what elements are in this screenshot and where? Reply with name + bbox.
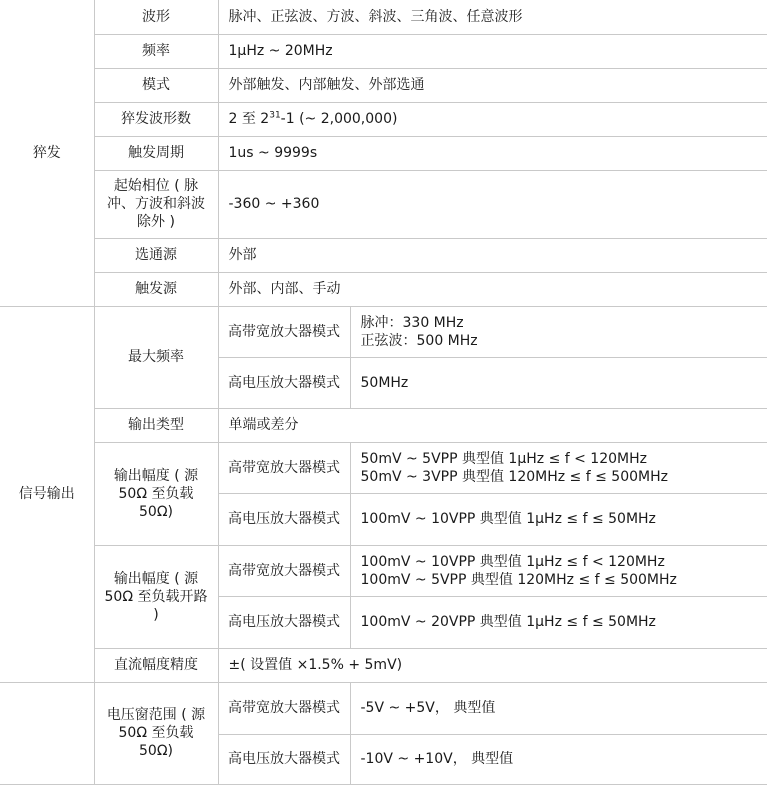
value-gate-source: 外部 (218, 238, 767, 272)
category-empty (0, 682, 94, 784)
mode-high-voltage: 高电压放大器模式 (218, 734, 350, 784)
table-row (0, 0, 767, 34)
value-start-phase: -360 ~ +360 (218, 170, 767, 238)
mode-high-voltage: 高电压放大器模式 (218, 596, 350, 648)
label-voltage-window: 电压窗范围 ( 源 50Ω 至负载 50Ω) (94, 682, 218, 784)
burst-count-rest: -1 (~ 2,000,000) (280, 111, 398, 127)
label-output-type: 输出类型 (94, 408, 218, 442)
label-amplitude-open: 输出幅度 ( 源 50Ω 至负载开路 ) (94, 545, 218, 648)
value-output-type: 单端或差分 (218, 408, 767, 442)
mode-high-bandwidth: 高带宽放大器模式 (218, 306, 350, 357)
label-trigger-source: 触发源 (94, 272, 218, 306)
value-line: 正弦波：500 MHz (360, 332, 478, 349)
value-dc-accuracy: ±( 设置值 ×1.5% + 5mV) (218, 648, 767, 682)
table-row (0, 102, 767, 136)
table-row (0, 682, 767, 734)
label-start-phase: 起始相位 ( 脉冲、方波和斜波除外 ) (94, 170, 218, 238)
mode-high-bandwidth: 高带宽放大器模式 (218, 545, 350, 596)
value-trigger-source: 外部、内部、手动 (218, 272, 767, 306)
table-row (0, 545, 767, 596)
table-row (0, 408, 767, 442)
label-waveform: 波形 (94, 0, 218, 34)
value-amplitude-50ohm-wide (350, 442, 767, 493)
value-max-frequency-wide (350, 306, 767, 357)
table-row (0, 272, 767, 306)
value-trigger-period: 1us ~ 9999s (218, 136, 767, 170)
value-frequency: 1μHz ~ 20MHz (218, 34, 767, 68)
category-burst: 猝发 (0, 0, 94, 306)
mode-high-voltage: 高电压放大器模式 (218, 357, 350, 408)
value-line: 50mV ~ 5VPP 典型值 1μHz ≤ f < 120MHz (360, 450, 647, 467)
value-line: 50mV ~ 3VPP 典型值 120MHz ≤ f ≤ 500MHz (360, 468, 668, 485)
label-max-frequency: 最大频率 (94, 306, 218, 408)
value-voltage-window-hv: -10V ~ +10V， 典型值 (350, 734, 767, 784)
mode-high-bandwidth: 高带宽放大器模式 (218, 682, 350, 734)
label-trigger-period: 触发周期 (94, 136, 218, 170)
mode-high-bandwidth: 高带宽放大器模式 (218, 442, 350, 493)
table-row (0, 306, 767, 357)
label-dc-accuracy: 直流幅度精度 (94, 648, 218, 682)
value-max-frequency-hv: 50MHz (350, 357, 767, 408)
value-line: 100mV ~ 10VPP 典型值 1μHz ≤ f < 120MHz (360, 553, 665, 570)
value-line: 脉冲：330 MHz (360, 314, 464, 331)
value-burst-count (218, 102, 767, 136)
value-amplitude-50ohm-hv: 100mV ~ 10VPP 典型值 1μHz ≤ f ≤ 50MHz (350, 493, 767, 545)
label-gate-source: 选通源 (94, 238, 218, 272)
label-amplitude-50ohm: 输出幅度 ( 源 50Ω 至负载 50Ω) (94, 442, 218, 545)
burst-count-exponent: 31 (269, 110, 281, 121)
table-row (0, 648, 767, 682)
table-row (0, 34, 767, 68)
value-voltage-window-wide: -5V ~ +5V， 典型值 (350, 682, 767, 734)
label-burst-count: 猝发波形数 (94, 102, 218, 136)
table-row (0, 136, 767, 170)
value-line: 100mV ~ 5VPP 典型值 120MHz ≤ f ≤ 500MHz (360, 571, 677, 588)
table-row (0, 68, 767, 102)
value-mode: 外部触发、内部触发、外部选通 (218, 68, 767, 102)
mode-high-voltage: 高电压放大器模式 (218, 493, 350, 545)
table-row (0, 170, 767, 238)
category-signal-output: 信号输出 (0, 306, 94, 682)
label-mode: 模式 (94, 68, 218, 102)
value-amplitude-open-hv: 100mV ~ 20VPP 典型值 1μHz ≤ f ≤ 50MHz (350, 596, 767, 648)
table-row (0, 442, 767, 493)
label-frequency: 频率 (94, 34, 218, 68)
value-amplitude-open-wide (350, 545, 767, 596)
value-waveform: 脉冲、正弦波、方波、斜波、三角波、任意波形 (218, 0, 767, 34)
table-row (0, 238, 767, 272)
burst-count-base: 2 至 2 (228, 111, 270, 127)
